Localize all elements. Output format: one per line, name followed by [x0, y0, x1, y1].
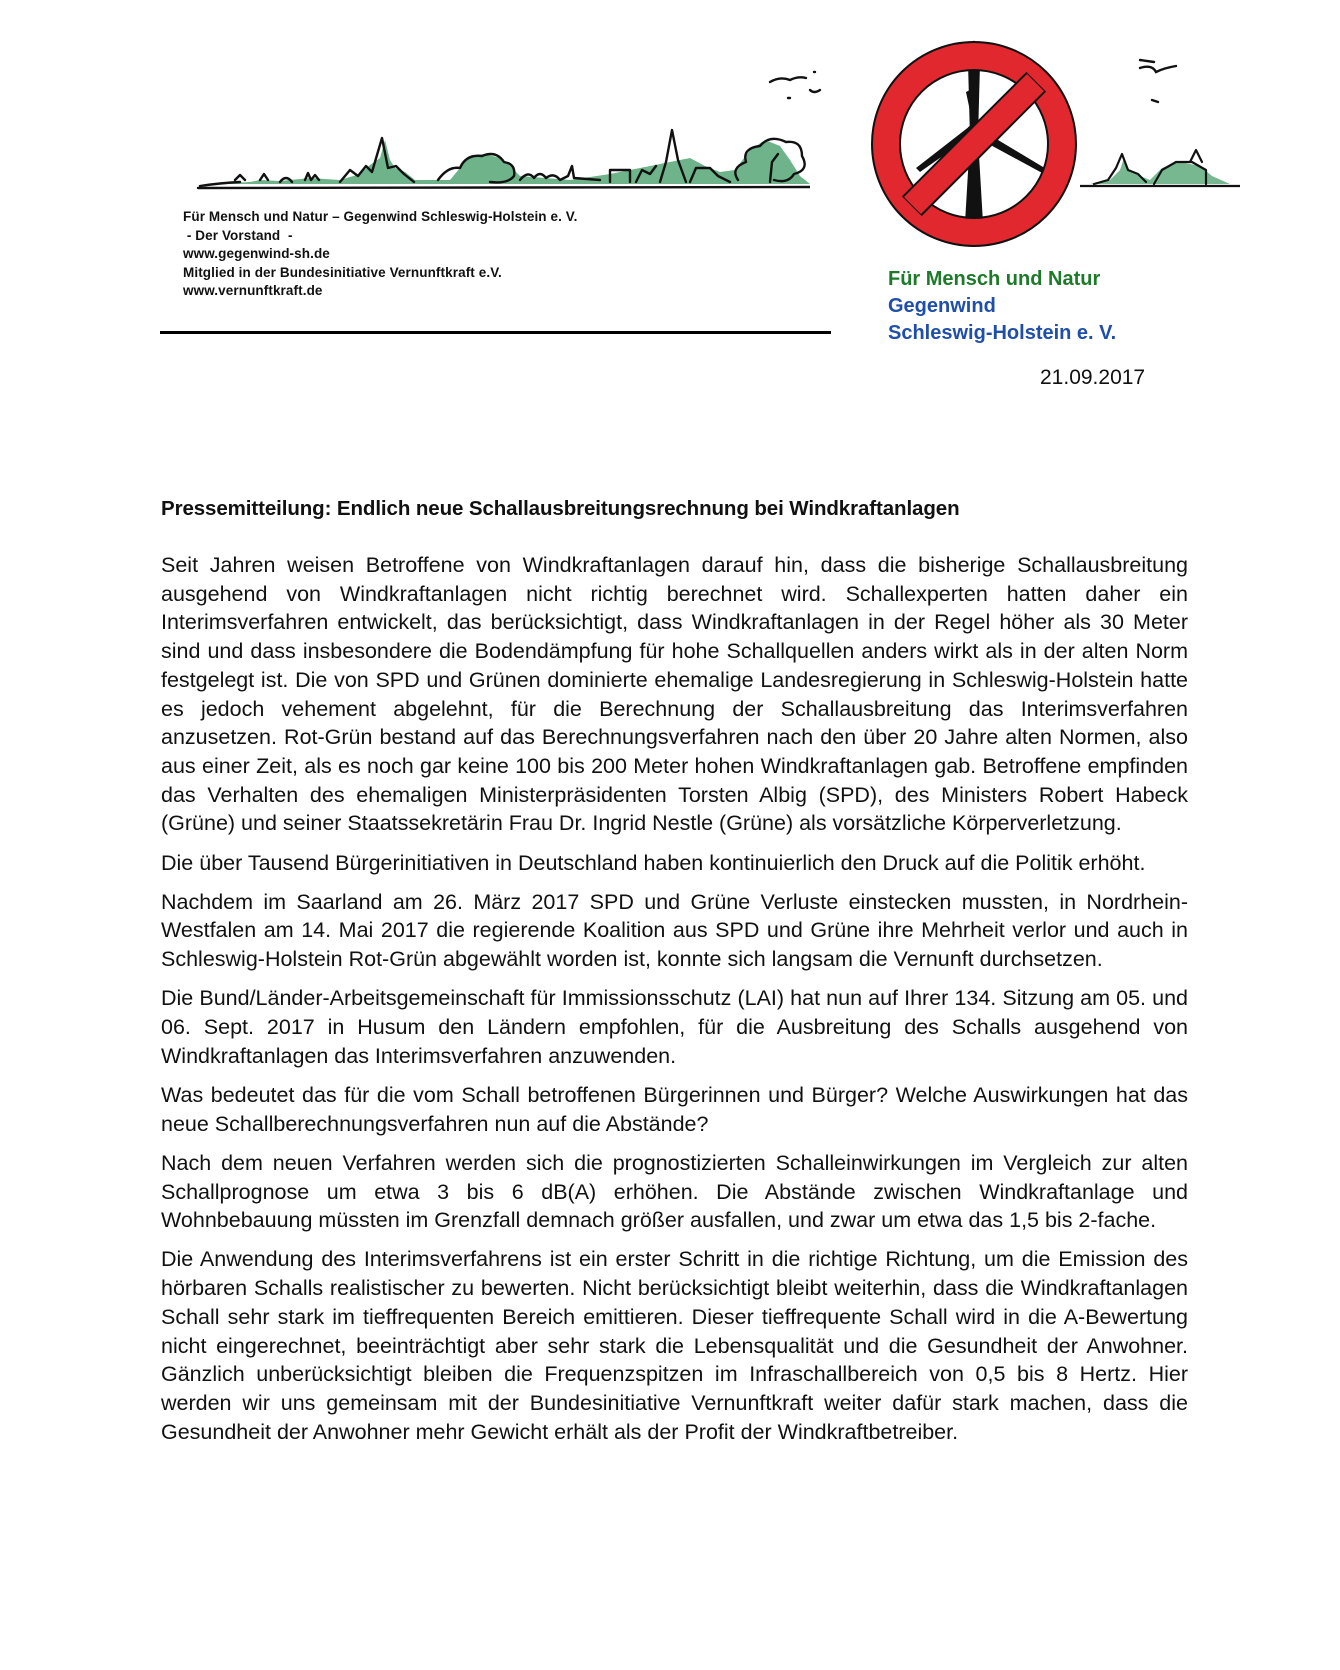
organization-name — [888, 266, 1116, 347]
landscape-skyline-right-illustration — [1080, 140, 1240, 190]
press-release-body — [161, 551, 1188, 1457]
body-paragraph: Die über Tausend Bürgerinitiativen in Deutschland haben kontinuierlich den Druck auf die Politik erhöht. — [161, 850, 1146, 875]
sender-website-link[interactable]: www.gegenwind-sh.de — [183, 246, 330, 261]
body-paragraph: Nach dem neuen Verfahren werden sich die prognostizierten Schalleinwirkungen im Vergleich zur alten Schallprognose um etwa 3 bis 6 dB(A) erhöhen. Die Abstände zwischen Windkraftanlage und Wohnbebauung müssten im Grenzfall demnach größer ausfallen, und zwar um etwa das 1,5 bis 2-fache. — [161, 1150, 1188, 1233]
no-wind-turbine-logo-icon — [870, 40, 1080, 250]
body-paragraph: Seit Jahren weisen Betroffene von Windkraftanlagen darauf hin, dass die bisherige Schallausbreitung ausgehend von Windkraftanlagen nicht richtig berechnet wird. Schallexperten hatten daher ein Interimsverfahren entwickelt, das berücksichtigt, dass Windkraftanlagen in der Regel höher als 30 Meter sind und dass insbesondere die Bodendämpfung für hohe Schallquellen anders wirkt als in der alten Norm festgelegt ist. Die von SPD und Grünen dominierte ehemalige Landesregierung in Schleswig-Holstein hatte es jedoch vehement abgelehnt, für die Berechnung der Schallausbreitung das Interimsverfahren anzusetzen. Rot-Grün bestand auf das Berechnungsverfahren nach den über 20 Jahre alten Normen, also aus einer Zeit, als es noch gar keine 100 bis 200 Meter hohen Windkraftanlagen gab. Betroffene empfinden das Verhalten des ehemaligen Ministerpräsidenten Torsten Albig (SPD), des Ministers Robert Habeck (Grüne) und seiner Staatssekretärin Frau Dr. Ingrid Nestle (Grüne) als vorsätzliche Körperverletzung. — [161, 553, 1188, 836]
membership-website-link[interactable]: www.vernunftkraft.de — [183, 283, 323, 298]
sender-membership-line: Mitglied in der Bundesinitiative Vernunftkraft e.V. — [183, 264, 502, 280]
sender-org-line: Für Mensch und Natur – Gegenwind Schleswig-Holstein e. V. — [183, 209, 578, 224]
body-paragraph: Nachdem im Saarland am 26. März 2017 SPD und Grüne Verluste einstecken mussten, in Nordrhein-Westfalen am 14. Mai 2017 die regierende Koalition aus SPD und Grüne ihre Mehrheit verlor und auch in Schleswig-Holstein Rot-Grün abgewählt worden ist, konnte sich langsam die Vernunft durchsetzen. — [161, 889, 1188, 972]
org-name-line-2: Gegenwind — [888, 295, 996, 317]
body-paragraph: Was bedeutet das für die vom Schall betroffenen Bürgerinnen und Bürger? Welche Auswirkungen hat das neue Schallberechnungsverfahren nun auf die Abstände? — [161, 1082, 1188, 1136]
body-paragraph: Die Bund/Länder-Arbeitsgemeinschaft für Immissionsschutz (LAI) hat nun auf Ihrer 134. Sitzung am 05. und 06. Sept. 2017 in Husum den Ländern empfohlen, für die Ausbreitung des Schalls ausgehend von Windkraftanlagen das Interimsverfahren anzuwenden. — [161, 986, 1188, 1068]
document-date: 21.09.2017 — [1040, 366, 1146, 389]
org-name-line-1: Für Mensch und Natur — [888, 268, 1101, 290]
header-divider — [160, 331, 831, 334]
org-name-line-3: Schleswig-Holstein e. V. — [888, 322, 1117, 344]
press-release-title: Pressemitteilung: Endlich neue Schallausbreitungsrechnung bei Windkraftanlagen — [161, 497, 960, 520]
body-paragraph: Die Anwendung des Interimsverfahrens ist ein erster Schritt in die richtige Richtung, um die Emission des hörbaren Schalls realistischer zu bewerten. Nicht berücksichtigt bleibt weiterhin, dass die Windkraftanlagen Schall sehr stark im tieffrequenten Bereich emittieren. Dieser tieffrequente Schall wird in die A-Bewertung nicht eingerechnet, beeinträchtigt aber sehr stark die Lebensqualität und die Gesundheit der Anwohner. Gänzlich unberücksichtigt bleiben die Frequenzspitzen im Infraschallbereich von 0,5 bis 8 Hertz. Hier werden wir uns gemeinsam mit der Bundesinitiative Vernunftkraft weiter dafür stark machen, dass die Gesundheit der Anwohner mehr Gewicht erhält als der Profit der Windkraftbetreiber. — [161, 1247, 1188, 1444]
sender-address-block — [183, 208, 578, 301]
landscape-skyline-illustration — [190, 110, 810, 190]
sender-board-line: - Der Vorstand - — [183, 227, 293, 243]
